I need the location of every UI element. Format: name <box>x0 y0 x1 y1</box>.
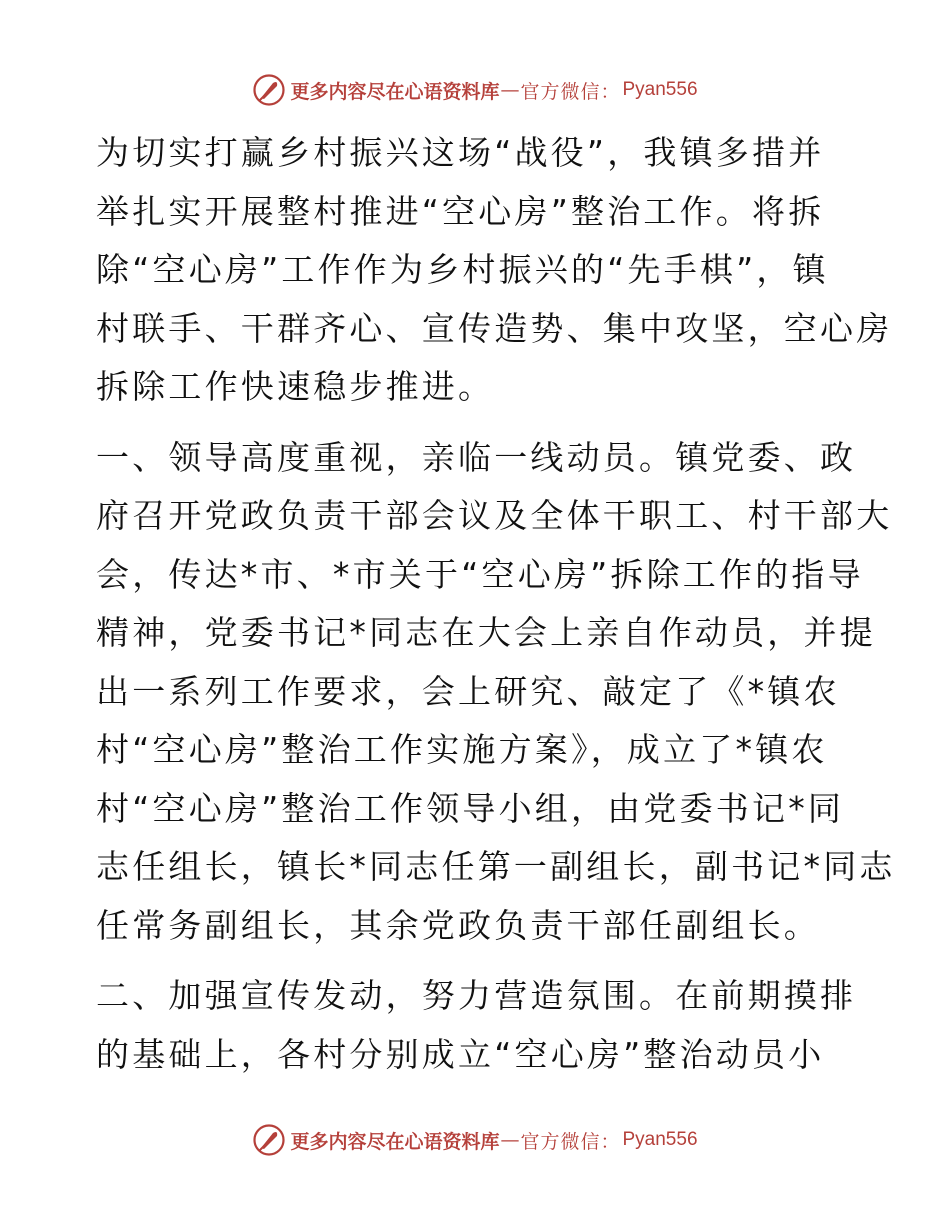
watermark-sub-text: 官方微信： <box>520 80 621 103</box>
paragraph-gap <box>96 417 856 429</box>
quill-logo-icon <box>252 73 286 107</box>
text-line: 村“空心房”整治工作实施方案》，成立了*镇农 <box>96 730 828 769</box>
document-body <box>96 124 896 1084</box>
paragraph <box>96 967 856 1084</box>
text-line: 村联手、干群齐心、宣传造势、集中攻坚，空心房 <box>96 308 893 348</box>
text-line: 为切实打赢乡村振兴这场“战役”，我镇多措并 <box>96 133 825 172</box>
text-line: 二、加强宣传发动，努力营造氛围。在前期摸排 <box>96 976 857 1015</box>
watermark-main-text: 更多内容尽在心语资料库 <box>290 80 500 103</box>
text-line: 出一系列工作要求，会上研究、敲定了《*镇农 <box>96 671 840 711</box>
text-line: 拆除工作快速稳步推进。 <box>96 367 495 406</box>
watermark-dash: — <box>500 79 520 101</box>
text-line: 精神，党委书记*同志在大会上亲自作动员，并提 <box>96 613 876 652</box>
watermark-main-text: 更多内容尽在心语资料库 <box>290 1130 500 1153</box>
text-line: 的基础上，各村分别成立“空心房”整治动员小 <box>96 1034 825 1074</box>
header-watermark <box>0 72 950 108</box>
text-line: 除“空心房”工作作为乡村振兴的“先手棋”，镇 <box>96 250 829 289</box>
footer-watermark <box>0 1122 950 1158</box>
watermark-id: Pyan556 <box>622 79 698 100</box>
text-line: 府召开党政负责干部会议及全体干职工、村干部大 <box>96 496 893 535</box>
watermark-sub-text: 官方微信： <box>520 1130 621 1153</box>
text-line: 举扎实开展整村推进“空心房”整治工作。将拆 <box>96 191 825 231</box>
paragraph <box>96 124 893 417</box>
text-line: 会，传达*市、*市关于“空心房”拆除工作的指导 <box>96 554 864 594</box>
watermark-id: Pyan556 <box>622 1129 698 1150</box>
paragraph-gap <box>96 955 856 967</box>
text-line: 任常务副组长，其余党政负责干部任副组长。 <box>96 905 820 945</box>
text-line: 志任组长，镇长*同志任第一副组长，副书记*同志 <box>96 847 896 886</box>
watermark-dash: — <box>500 1129 520 1151</box>
paragraph <box>96 429 896 956</box>
quill-logo-icon <box>252 1123 286 1157</box>
text-line: 村“空心房”整治工作领导小组，由党委书记*同 <box>96 788 845 828</box>
text-line: 一、领导高度重视，亲临一线动员。镇党委、政 <box>96 437 857 477</box>
